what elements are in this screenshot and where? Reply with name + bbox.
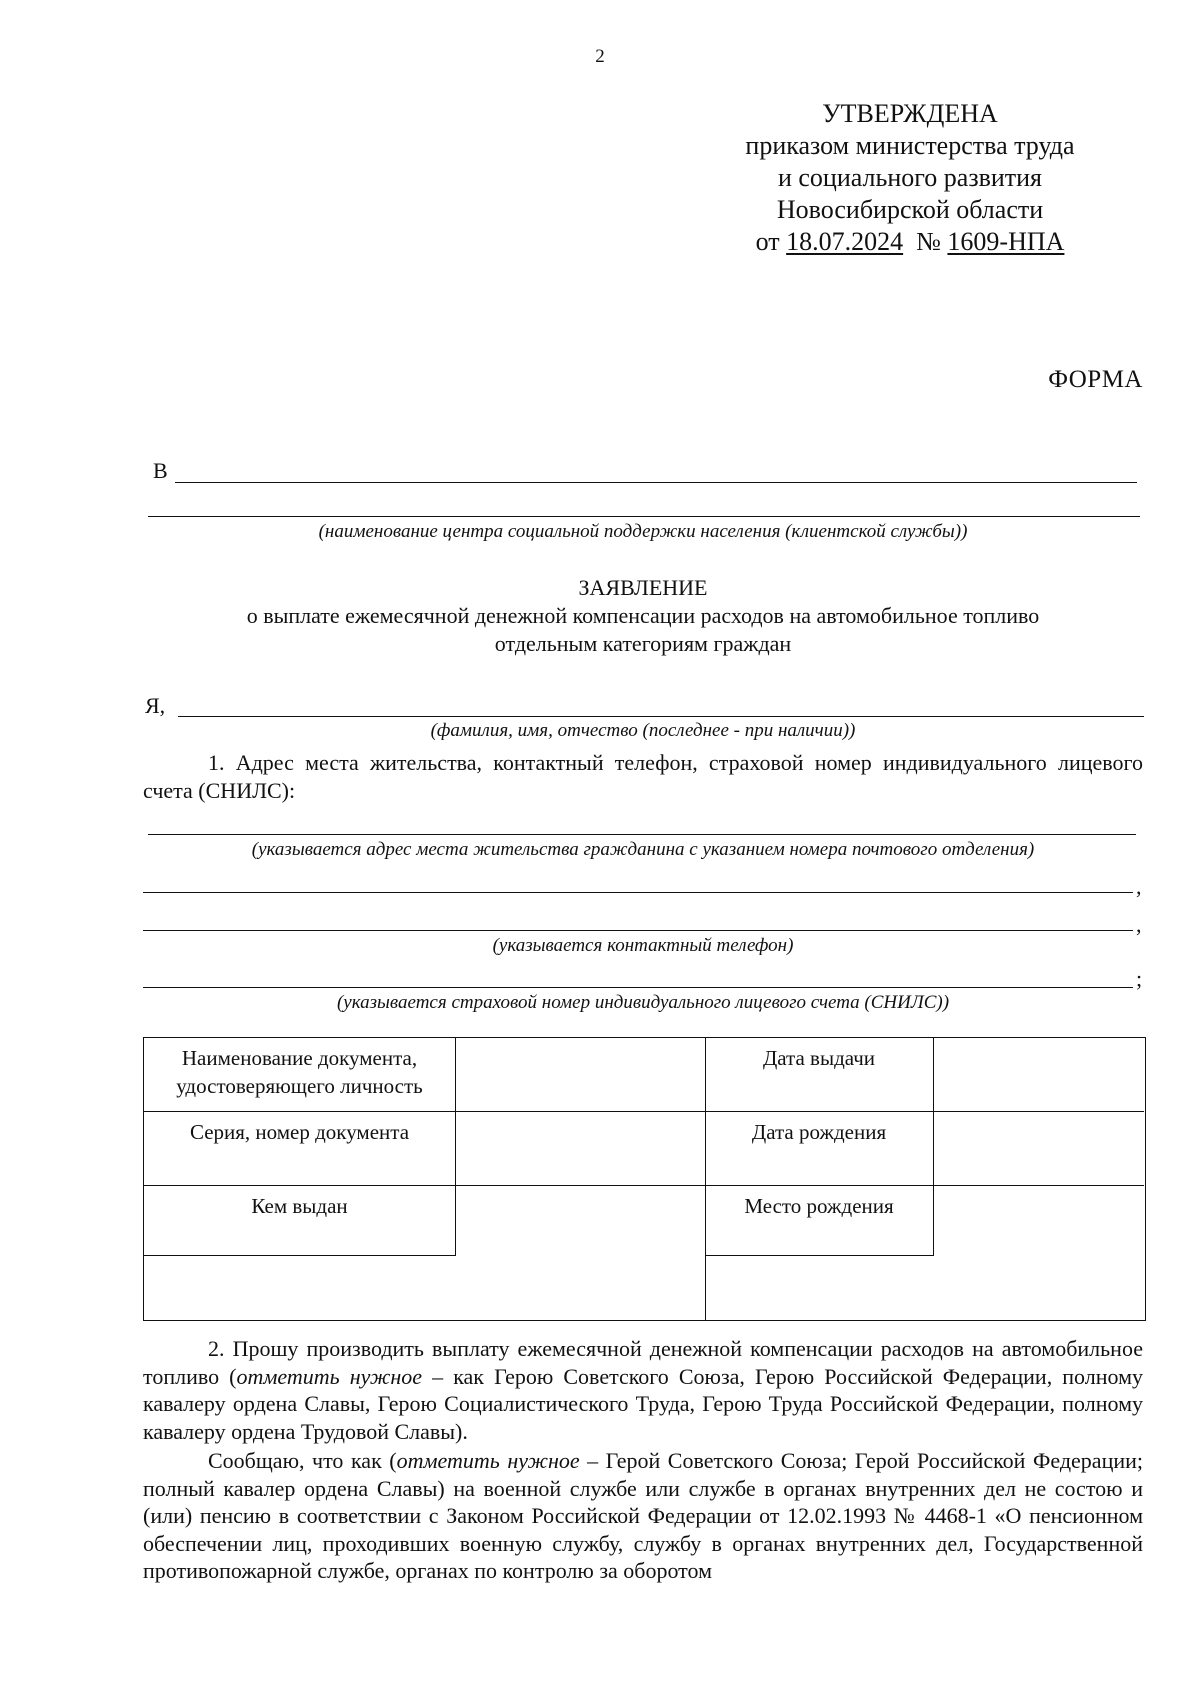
section-2-part-2: – как Герою Советского Союза, Герою Российской Федерации, полному кавалеру ордена Славы, Герою Социалистического Труда, Герою Труда Российской Федерации, полному кавалеру ордена Трудовой Славы). — [143, 1363, 1144, 1444]
section-1-text: 1. Адрес места жительства, контактный телефон, страховой номер индивидуального лицевого счета (СНИЛС): — [143, 750, 1143, 803]
approval-block — [700, 98, 1120, 258]
approval-title: УТВЕРЖДЕНА — [822, 99, 998, 128]
series-number-input-cell[interactable] — [456, 1112, 705, 1185]
snils-hint: (указывается страховой номер индивидуального лицевого счета (СНИЛС)) — [336, 992, 950, 1013]
approval-line-2: приказом министерства труда — [745, 131, 1075, 160]
applicant-name-field[interactable] — [178, 716, 1144, 717]
phone-hint: (указывается контактный телефон) — [492, 935, 794, 956]
section-3-part-1: Сообщаю, что как ( — [208, 1448, 397, 1473]
page-number: 2 — [595, 46, 605, 67]
approval-number: 1609-НПА — [947, 227, 1065, 256]
cell-issue-date-label: Дата выдачи — [762, 1046, 876, 1070]
phone-field-line[interactable] — [143, 930, 1133, 931]
birth-date-input-cell[interactable] — [934, 1112, 1144, 1185]
section-2-part-1: 2. Прошу производить выплату ежемесячной денежной компенсации расходов на автомобильное топливо ( — [143, 1336, 1143, 1389]
document-name-input-cell[interactable] — [456, 1038, 705, 1111]
section-3-text — [143, 1447, 1143, 1585]
cell-series-number-label: Серия, номер документа — [189, 1120, 410, 1144]
cell-birth-date-label: Дата рождения — [751, 1120, 887, 1144]
issued-by-input-cell[interactable] — [144, 1256, 705, 1320]
identity-document-table — [143, 1037, 1146, 1321]
form-label: ФОРМА — [1048, 366, 1143, 393]
issue-date-input-cell[interactable] — [934, 1038, 1144, 1111]
addressee-hint: (наименование центра социальной поддержки населения (клиентской службы)) — [318, 521, 968, 542]
addressee-field-line-2[interactable] — [148, 516, 1140, 517]
snils-field-line[interactable] — [143, 987, 1133, 988]
addressee-prefix: В — [153, 458, 168, 483]
cell-issued-by-label: Кем выдан — [251, 1194, 348, 1218]
address-field-line-2[interactable] — [143, 892, 1133, 893]
title-line-3: отдельным категориям граждан — [494, 631, 792, 656]
phone-comma: , — [1136, 912, 1142, 937]
title-line-2: о выплате ежемесячной денежной компенсации расходов на автомобильное топливо — [246, 603, 1040, 628]
applicant-hint: (фамилия, имя, отчество (последнее - при наличии)) — [430, 720, 856, 741]
address-field-line-1[interactable] — [148, 834, 1136, 835]
table-divider-h2 — [144, 1185, 1144, 1186]
cell-document-name-label: Наименование документа, удостоверяющего личность — [176, 1046, 423, 1098]
approval-number-sign: № — [916, 227, 941, 256]
birth-place-input-cell[interactable] — [706, 1256, 1144, 1320]
address-hint: (указывается адрес места жительства гражданина с указанием номера почтового отделения) — [251, 839, 1035, 860]
approval-line-4: Новосибирской области — [776, 195, 1044, 224]
document-title — [143, 574, 1143, 658]
section-3-italic: отметить нужное — [396, 1448, 580, 1473]
approval-date-line — [700, 226, 1120, 258]
section-3-part-2: – Герой Советского Союза; Герой Российской Федерации; полный кавалер ордена Славы) на военной службе или службе в органах внутренних дел не состою и (или) пенсию в соответствии с Законом Российской Федерации от 12.02.1993 № 4468-1 «О пенсионном обеспечении лиц, проходивших военную службу, службу в органах внутренних дел, Государственной противопожарной службе, органах по контролю за оборотом — [143, 1448, 1143, 1584]
applicant-prefix: Я, — [145, 693, 166, 718]
title-heading: ЗАЯВЛЕНИЕ — [578, 575, 708, 600]
snils-semicolon: ; — [1136, 966, 1143, 991]
approval-prefix: от — [755, 227, 780, 256]
approval-date: 18.07.2024 — [786, 227, 904, 256]
section-2-text — [143, 1335, 1143, 1445]
cell-birth-place-label: Место рождения — [744, 1194, 894, 1218]
addressee-field-line-1[interactable] — [175, 482, 1137, 483]
address-comma: , — [1136, 874, 1142, 899]
section-2-italic: отметить нужное — [236, 1363, 423, 1389]
approval-line-3: и социального развития — [777, 163, 1043, 192]
